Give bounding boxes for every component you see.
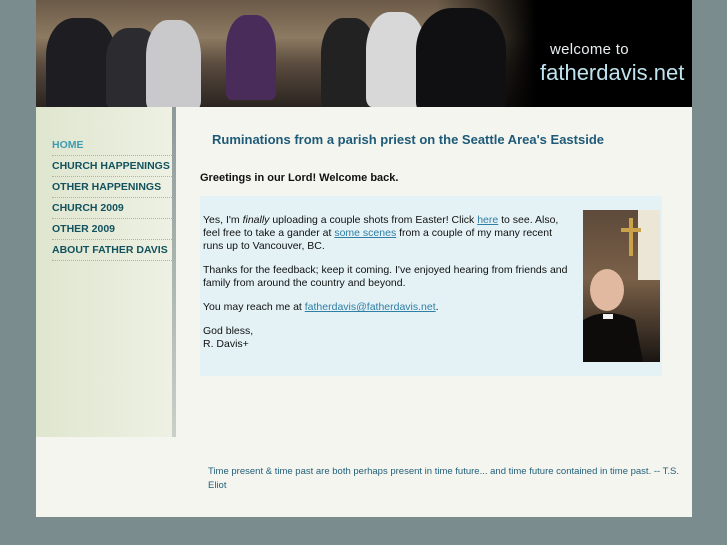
easter-link[interactable]: here <box>477 214 499 226</box>
nav-item-other-happenings[interactable]: OTHER HAPPENINGS <box>52 177 176 198</box>
signature <box>203 325 575 351</box>
content-box <box>200 196 662 376</box>
signoff-line: God bless, <box>203 325 254 337</box>
sidebar <box>36 107 174 437</box>
nav-item-church-happenings[interactable]: CHURCH HAPPENINGS <box>52 156 176 177</box>
greeting-heading: Greetings in our Lord! Welcome back. <box>200 172 399 184</box>
portrait-graphic <box>583 210 660 362</box>
main-nav <box>52 135 176 261</box>
signature-name: R. Davis+ <box>203 338 249 350</box>
text-span: from a couple of my many recent runs up to Vancouver, BC. <box>203 227 553 252</box>
content-text <box>203 214 575 362</box>
header-banner <box>36 0 692 107</box>
scenes-link[interactable]: some scenes <box>334 227 397 239</box>
site-name: fatherdavis.net <box>540 60 685 85</box>
nav-item-home[interactable]: HOME <box>52 135 176 156</box>
email-link[interactable]: fatherdavis@fatherdavis.net <box>304 301 436 313</box>
footer-quote: Time present & time past are both perhaps present in time future... and time future contained in time past. -- T.S. Eliot <box>208 466 680 491</box>
text-span: uploading a couple shots from Easter! Click <box>269 214 478 226</box>
paragraph-easter <box>203 214 575 253</box>
emphasis-text: finally <box>242 214 270 226</box>
header-photo <box>36 0 536 107</box>
text-span: . <box>435 301 439 313</box>
page-tagline: Ruminations from a parish priest on the Seattle Area's Eastside <box>212 132 604 147</box>
paragraph-contact <box>203 301 575 314</box>
text-span: Yes, I'm <box>203 214 243 226</box>
welcome-text: welcome to <box>550 41 629 58</box>
nav-item-church-2009[interactable]: CHURCH 2009 <box>52 198 176 219</box>
nav-item-about[interactable]: ABOUT FATHER DAVIS <box>52 240 176 261</box>
paragraph-feedback: Thanks for the feedback; keep it coming. I've enjoyed hearing from friends and family from around the country and beyond. <box>203 264 568 289</box>
text-span: to see. Also, feel free to take a gander at <box>203 214 559 239</box>
page-container <box>36 0 692 517</box>
text-span: You may reach me at <box>203 301 305 313</box>
priest-portrait <box>583 210 660 362</box>
nav-item-other-2009[interactable]: OTHER 2009 <box>52 219 176 240</box>
